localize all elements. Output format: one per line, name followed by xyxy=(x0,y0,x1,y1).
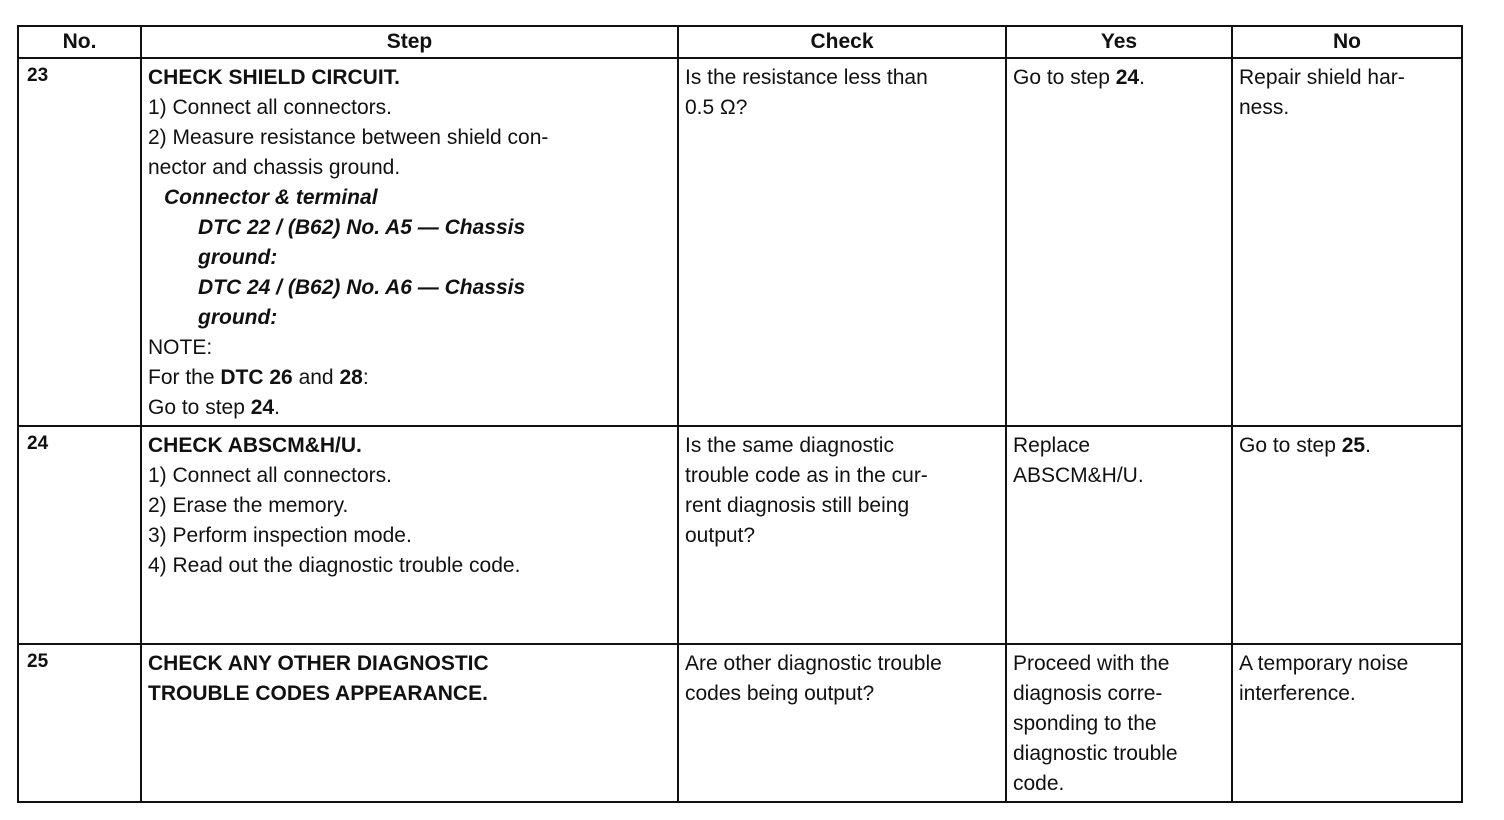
note-text: : xyxy=(362,366,369,389)
yes-line: sponding to the xyxy=(1013,712,1157,735)
note-code: 28 xyxy=(339,366,363,389)
note-line xyxy=(148,393,671,423)
step-number: 24 xyxy=(18,426,141,644)
table-row xyxy=(18,644,1462,802)
step-line: 4) Read out the diagnostic trouble code. xyxy=(148,554,521,577)
header-row xyxy=(18,26,1462,58)
step-title: TROUBLE CODES APPEARANCE. xyxy=(148,682,488,705)
check-cell xyxy=(678,58,1006,426)
no-line xyxy=(1239,431,1455,461)
step-number: 25 xyxy=(18,644,141,802)
no-line: interference. xyxy=(1239,682,1356,705)
spec-line: ground: xyxy=(198,246,278,269)
header-no-result: No xyxy=(1232,26,1462,58)
spec-line: ground: xyxy=(198,306,278,329)
note-code: DTC 26 xyxy=(220,366,293,389)
header-yes: Yes xyxy=(1006,26,1232,58)
step-cell xyxy=(141,644,678,802)
step-cell xyxy=(141,426,678,644)
note-text: and xyxy=(292,366,340,389)
yes-step-ref: 24 xyxy=(1115,66,1140,89)
table-row xyxy=(18,426,1462,644)
yes-line: Replace xyxy=(1013,434,1091,457)
spec-heading: Connector & terminal xyxy=(164,186,378,209)
yes-text: . xyxy=(1139,66,1145,89)
note-line xyxy=(148,363,671,393)
yes-cell xyxy=(1006,58,1232,426)
step-line: 2) Erase the memory. xyxy=(148,494,349,517)
yes-text: Go to step xyxy=(1013,66,1116,89)
no-cell xyxy=(1232,58,1462,426)
no-line: Repair shield har- xyxy=(1239,66,1405,89)
check-line: rent diagnosis still being xyxy=(685,494,910,517)
check-line: output? xyxy=(685,524,756,547)
step-title: CHECK SHIELD CIRCUIT. xyxy=(148,66,401,89)
step-line: nector and chassis ground. xyxy=(148,156,401,179)
header-no: No. xyxy=(18,26,141,58)
note-step-ref: 24 xyxy=(250,396,275,419)
yes-line: Proceed with the xyxy=(1013,652,1170,675)
step-number: 23 xyxy=(18,58,141,426)
check-line: Is the same diagnostic xyxy=(685,434,894,457)
check-line: Is the resistance less than xyxy=(685,66,928,89)
no-line: A temporary noise xyxy=(1239,652,1409,675)
spec-line: DTC 22 / (B62) No. A5 — Chassis xyxy=(198,216,526,239)
no-cell xyxy=(1232,426,1462,644)
check-line: codes being output? xyxy=(685,682,875,705)
no-text: Go to step xyxy=(1239,434,1342,457)
table-row xyxy=(18,58,1462,426)
yes-cell xyxy=(1006,426,1232,644)
no-step-ref: 25 xyxy=(1341,434,1366,457)
header-check: Check xyxy=(678,26,1006,58)
check-line: trouble code as in the cur- xyxy=(685,464,928,487)
yes-line: ABSCM&H/U. xyxy=(1013,464,1144,487)
step-cell xyxy=(141,58,678,426)
no-text: . xyxy=(1365,434,1371,457)
check-line: Are other diagnostic trouble xyxy=(685,652,942,675)
step-line: 2) Measure resistance between shield con- xyxy=(148,126,549,149)
spec-line: DTC 24 / (B62) No. A6 — Chassis xyxy=(198,276,526,299)
note-text: For the xyxy=(148,366,221,389)
yes-line: diagnosis corre- xyxy=(1013,682,1163,705)
no-line: ness. xyxy=(1239,96,1290,119)
check-cell xyxy=(678,426,1006,644)
yes-line xyxy=(1013,63,1225,93)
step-title: CHECK ABSCM&H/U. xyxy=(148,434,362,457)
step-line: 1) Connect all connectors. xyxy=(148,464,392,487)
check-cell xyxy=(678,644,1006,802)
step-line: 3) Perform inspection mode. xyxy=(148,524,412,547)
check-line: 0.5 Ω? xyxy=(685,96,748,119)
yes-cell xyxy=(1006,644,1232,802)
header-step: Step xyxy=(141,26,678,58)
note-text: Go to step xyxy=(148,396,251,419)
step-line: 1) Connect all connectors. xyxy=(148,96,392,119)
yes-line: code. xyxy=(1013,772,1065,795)
diagnostic-table xyxy=(17,25,1463,803)
note-text: . xyxy=(274,396,280,419)
no-cell xyxy=(1232,644,1462,802)
step-title: CHECK ANY OTHER DIAGNOSTIC xyxy=(148,652,489,675)
note-label: NOTE: xyxy=(148,336,213,359)
yes-line: diagnostic trouble xyxy=(1013,742,1178,765)
